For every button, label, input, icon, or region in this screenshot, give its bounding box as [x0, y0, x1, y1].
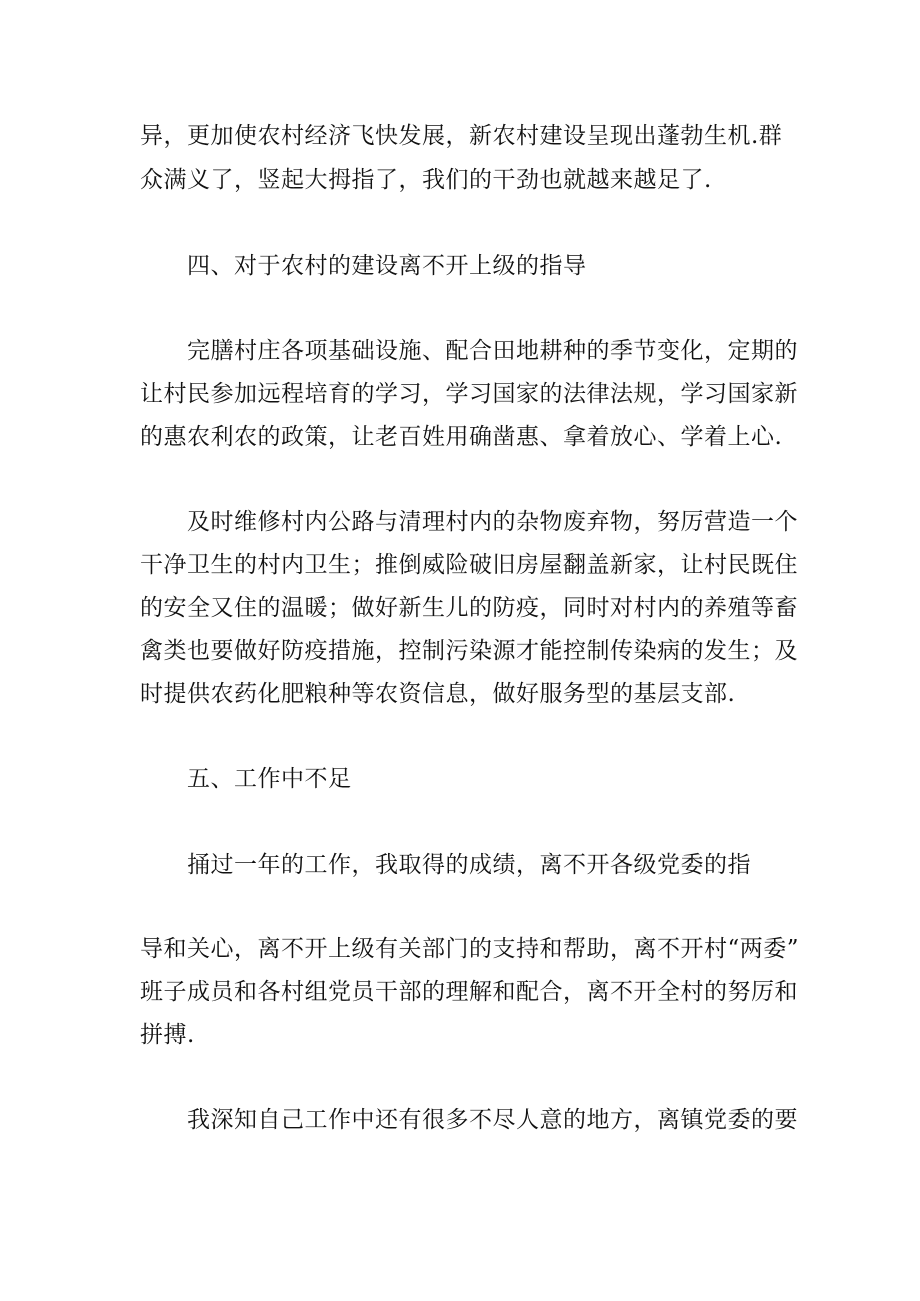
paragraph-line: 捅过一年的工作，我取得的成绩，离不开各级党委的指	[187, 852, 751, 878]
paragraph-line: 干净卫生的村内卫生；推倒威险破旧房屋翻盖新家，让村民既住	[140, 552, 798, 578]
paragraph-line: 异，更加使农村经济飞快发展，新农村建设呈现出蓬勃生机.群	[140, 123, 783, 149]
paragraph-line: 班子成员和各村组党员干部的理解和配合，离不开全村的努厉和	[140, 979, 798, 1005]
paragraph-line: 拼搏.	[140, 1022, 195, 1048]
paragraph-line: 让村民参加远程培育的学习，学习国家的法律法规，学习国家新	[140, 381, 798, 407]
paragraph-line: 及时维修村内公路与清理村内的杂物废弃物，努厉营造一个	[187, 509, 798, 535]
section-heading: 五、工作中不足	[187, 766, 352, 792]
paragraph-line: 的安全又住的温暖；做好新生儿的防疫，同时对村内的养殖等畜	[140, 595, 798, 621]
paragraph-line: 时提供农药化肥粮种等农资信息，做好服务型的基层支部.	[140, 681, 736, 707]
paragraph-line: 禽类也要做好防疫措施，控制污染源才能控制传染病的发生；及	[140, 638, 798, 664]
section-heading: 四、对于农村的建设离不开上级的指导	[187, 253, 587, 279]
paragraph-line: 完膳村庄各项基础设施、配合田地耕种的季节变化，定期的	[187, 338, 798, 364]
paragraph-line: 我深知自己工作中还有很多不尽人意的地方，离镇党委的要	[187, 1107, 798, 1133]
paragraph-line: 众满义了，竖起大拇指了，我们的干劲也就越来越足了.	[140, 167, 712, 193]
paragraph-line: 导和关心，离不开上级有关部门的支持和帮助，离不开村“两委”	[140, 936, 800, 962]
paragraph-line: 的惠农利农的政策，让老百姓用确凿惠、拿着放心、学着上心.	[140, 424, 783, 450]
